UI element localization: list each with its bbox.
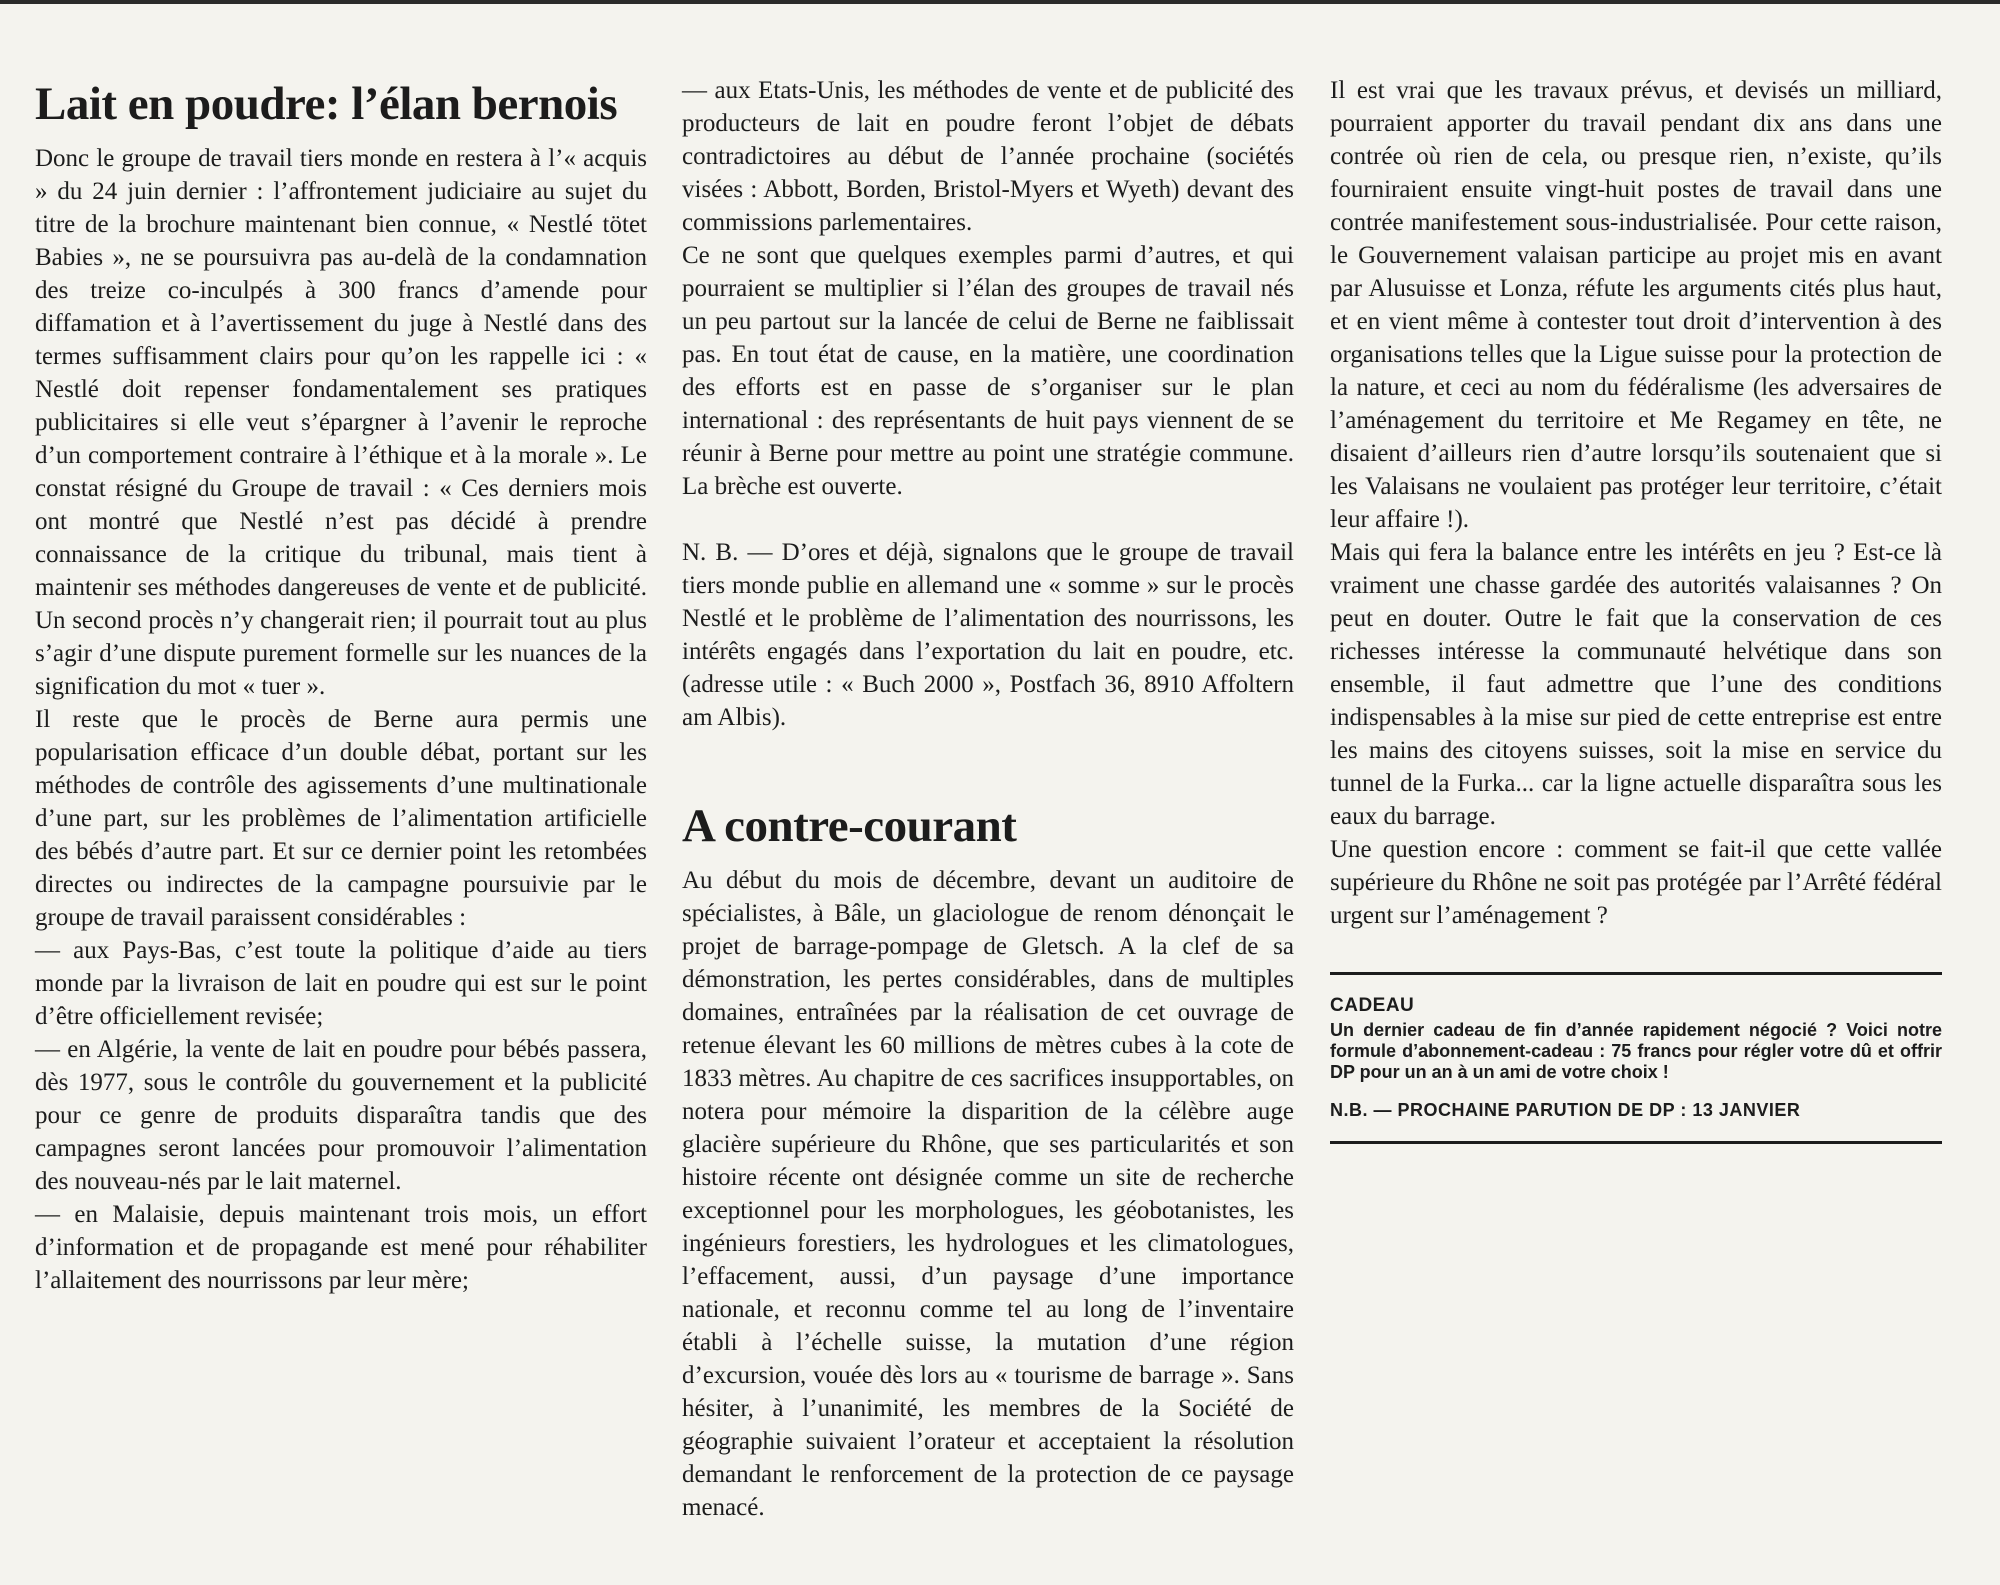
column-1 [35,78,647,1297]
article1-paragraph: Donc le groupe de travail tiers monde en restera à l’« acquis » du 24 juin dernier : l’affrontement judiciaire au sujet du titre de la brochure maintenant bien connue, « Nestlé tötet Babies », ne se poursuivra pas au-delà de la condamnation des treize co-inculpés à 300 francs d’amende pour diffamation et à l’avertissement du juge à Nestlé dans des termes suffisamment clairs pour qu’on les rappelle ici : « Nestlé doit repenser fondamentalement ses pratiques publicitaires si elle veut s’épargner à l’avenir le reproche d’un comportement contraire à l’éthique et à la morale ». Le constat résigné du Groupe de travail : « Ces derniers mois ont montré que Nestlé n’est pas décidé à prendre connaissance de la critique du tribunal, mais tient à maintenir ses méthodes dangereuses de vente et de publicité. Un second procès n’y changerait rien; il pourrait tout au plus s’agir d’une dispute purement formelle sur les nuances de la signification du mot « tuer ». [35,145,647,700]
article1-list-item: — en Malaisie, depuis maintenant trois mois, un effort d’information et de propagande est mené pour réhabiliter l’allaitement des nourrissons par leur mère; [35,1201,647,1294]
cadeau-box [1330,972,1942,1144]
article2-paragraph: Il est vrai que les travaux prévus, et devisés un milliard, pourraient apporter du travail pendant dix ans dans une contrée où rien de cela, ou presque rien, n’existe, qu’ils fourniraient ensuite vingt-huit postes de travail dans une contrée manifestement sous-industrialisée. Pour cette raison, le Gouvernement valaisan participe au projet mis en avant par Alusuisse et Lonza, réfute les arguments cités plus haut, et en vient même à contester tout droit d’intervention à des organisations telles que la Ligue suisse pour la protection de la nature, et ceci au nom du fédéralisme (les adversaires de l’aménagement du territoire et Me Regamey en tête, ne disaient d’ailleurs rien d’autre lorsqu’ils soutenaient que si les Valaisans ne voulaient pas protéger leur territoire, c’était leur affaire !). [1330,77,1942,533]
article1-list-item: — aux Etats-Unis, les méthodes de vente et de publicité des producteurs de lait en poudre feront l’objet de débats contradictoires au début de l’année prochaine (sociétés visées : Abbott, Borden, Bristol-Myers et Wyeth) devant des commissions parlementaires. [682,77,1294,236]
article1-nb-note: N. B. — D’ores et déjà, signalons que le groupe de travail tiers monde publie en allemand une « somme » sur le procès Nestlé et le problème de l’alimentation des nourrissons, les intérêts engagés dans l’exportation du lait en poudre, etc. (adresse utile : « Buch 2000 », Postfach 36, 8910 Affoltern am Albis). [682,539,1294,731]
cadeau-title: CADEAU [1330,995,1415,1016]
article2-paragraph: Une question encore : comment se fait-il que cette vallée supérieure du Rhône ne soit pas protégée par l’Arrêté fédéral urgent sur l’aménagement ? [1330,836,1942,929]
article2-paragraph: Au début du mois de décembre, devant un auditoire de spécialistes, à Bâle, un glaciologue de renom dénonçait le projet de barrage-pompage de Gletsch. A la clef de sa démonstration, les pertes considérables, dans de multiples domaines, entraînées par la réalisation de cet ouvrage de retenue élevant les 60 millions de mètres cubes à la cote de 1833 mètres. Au chapitre de ces sacrifices insupportables, on notera pour mémoire la disparition de la célèbre auge glacière supérieure du Rhône, que ses particularités et son histoire récente ont désignée comme un site de recherche exceptionnel pour les morphologues, les géobotanistes, les ingénieurs forestiers, les hydrologues et les climatologues, l’effacement, aussi, d’un paysage d’une importance nationale, et reconnu comme tel au long de l’inventaire établi à l’échelle suisse, la mutation d’une région d’excursion, vouée dès lors au « tourisme de barrage ». Sans hésiter, à l’unanimité, les membres de la Société de géographie suivaient l’orateur et acceptaient la résolution demandant le renforcement de la protection de ce paysage menacé. [682,867,1294,1521]
article2-paragraph: Mais qui fera la balance entre les intérêts en jeu ? Est-ce là vraiment une chasse gardée des autorités valaisannes ? On peut en douter. Outre le fait que la conservation de ces richesses intéresse la communauté helvétique dans son ensemble, il faut admettre que l’une des conditions indispensables à la mise sur pied de cette entreprise est entre les mains des citoyens suisses, soit la mise en service du tunnel de la Furka... car la ligne actuelle disparaîtra sous les eaux du barrage. [1330,539,1942,830]
article1-list-item: — en Algérie, la vente de lait en poudre pour bébés passera, dès 1977, sous le contrôle du gouvernement et la publicité pour ce genre de produits disparaîtra tandis que des campagnes seront lancées pour promouvoir l’alimentation des nouveau-nés par le lait maternel. [35,1036,647,1195]
article1-paragraph: Il reste que le procès de Berne aura permis une popularisation efficace d’un double débat, portant sur les méthodes de contrôle des agissements d’une multinationale d’une part, sur les problèmes de l’alimentation artificielle des bébés d’autre part. Et sur ce dernier point les retombées directes ou indirectes de la campagne poursuivie par le groupe de travail paraissent considérables : [35,706,647,931]
article1-paragraph: Ce ne sont que quelques exemples parmi d’autres, et qui pourraient se multiplier si l’élan des groupes de travail nés un peu partout sur la lancée de celui de Berne ne faiblissait pas. En tout état de cause, en la matière, une coordination des efforts est en passe de s’organiser sur le plan international : des représentants de huit pays viennent de se réunir à Berne pour mettre au point une stratégie commune. La brèche est ouverte. [682,242,1294,500]
article-headline-contre-courant: A contre-courant [682,800,1017,852]
top-rule [0,0,2000,4]
cadeau-text: Un dernier cadeau de fin d’année rapidement négocié ? Voici notre formule d’abonnement-cadeau : 75 francs pour régler votre dû et offrir DP pour un an à un ami de votre choix ! [1330,1020,1942,1082]
article1-list-item: — aux Pays-Bas, c’est toute la politique d’aide au tiers monde par la livraison de lait en poudre qui est sur le point d’être officiellement revisée; [35,937,647,1030]
column-2 [682,74,1294,1524]
next-issue-note: N.B. — PROCHAINE PARUTION DE DP : 13 JANVIER [1330,1100,1801,1120]
column-3 [1330,74,1942,1144]
article-headline-lait-en-poudre: Lait en poudre: l’élan bernois [35,78,618,130]
article1-text-part1 [35,142,647,703]
